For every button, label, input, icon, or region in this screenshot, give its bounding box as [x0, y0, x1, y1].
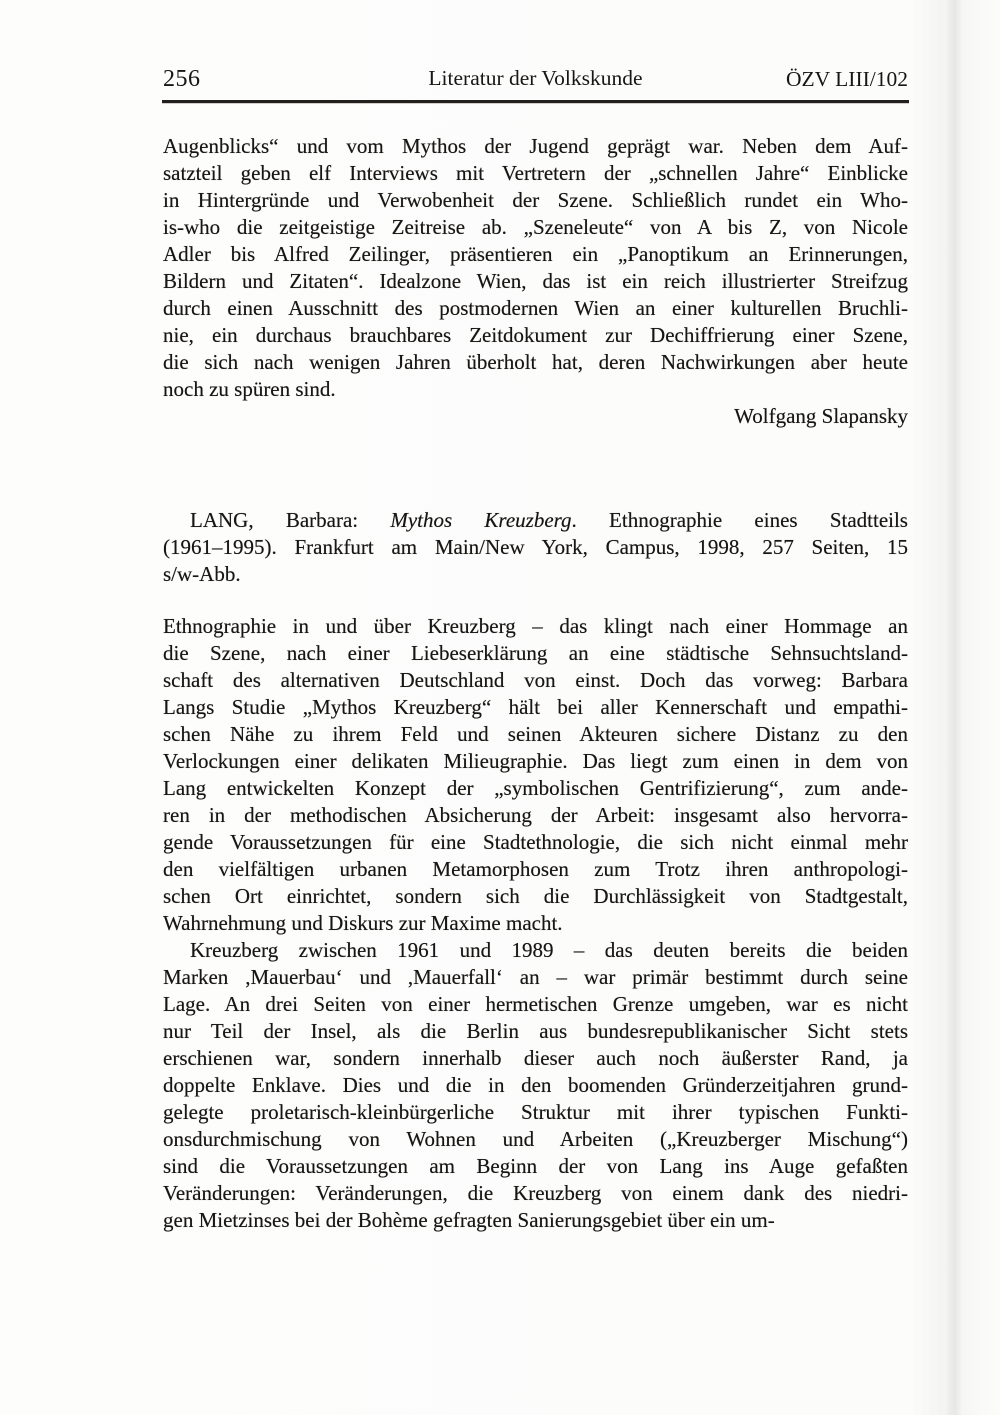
page-number: 256 [163, 66, 201, 92]
review-slapansky-text [163, 133, 908, 403]
page-header [163, 66, 908, 93]
text-line: s/w-Abb. [163, 562, 241, 586]
text-line: Wahrnehmung und Diskurs zur Maxime macht. [163, 911, 563, 935]
text-line: sind die Voraussetzungen am Beginn der von Lang ins Auge gefaßten [163, 1154, 908, 1178]
text-line: erschienen war, sondern innerhalb dieser auch noch äußerster Rand, ja [163, 1046, 908, 1070]
text-line: die sich nach wenigen Jahren überholt hat, deren Nachwirkungen aber heute [163, 350, 908, 374]
text-line: Ethnographie in und über Kreuzberg – das klingt nach einer Hommage an [163, 614, 908, 638]
running-title: Literatur der Volkskunde [428, 66, 643, 90]
text-line: schen Ort einrichtet, sondern sich die Durchlässigkeit von Stadtgestalt, [163, 884, 908, 908]
text-line: Lage. An drei Seiten von einer hermetischen Grenze umgeben, war es nicht [163, 992, 908, 1016]
text-segment: . Ethnographie eines Stadtteils [571, 508, 908, 532]
text-line: die Szene, nach einer Liebeserklärung an eine städtische Sehnsuchtsland- [163, 641, 908, 665]
text-line: nur Teil der Insel, als die Berlin aus bundesrepublikanischer Sicht stets [163, 1019, 908, 1043]
text-line [163, 507, 908, 534]
page-body [163, 133, 908, 1234]
review-lang-paragraph-2 [163, 937, 908, 1234]
text-line: satzteil geben elf Interviews mit Vertretern der „schnellen Jahre“ Einblicke [163, 161, 908, 185]
text-line: gende Voraussetzungen für eine Stadtethnologie, die sich nicht einmal mehr [163, 830, 908, 854]
journal-issue: ÖZV LIII/102 [785, 67, 908, 91]
text-line: Lang entwickelten Konzept der „symbolischen Gentrifizierung“, zum ande- [163, 776, 908, 800]
text-line: Marken ,Mauerbau‘ und ,Mauerfall‘ an – war primär bestimmt durch seine [163, 965, 908, 989]
text-line: in Hintergründe und Verwobenheit der Szene. Schließlich rundet ein Who- [163, 188, 908, 212]
text-line: onsdurchmischung von Wohnen und Arbeiten („Kreuzberger Mischung“) [163, 1127, 908, 1151]
book-citation [163, 507, 908, 588]
text-line: den vielfältigen urbanen Metamorphosen zum Trotz ihren anthropologi- [163, 857, 908, 881]
text-line: Langs Studie „Mythos Kreuzberg“ hält bei aller Kennerschaft und empathi- [163, 695, 908, 719]
text-line: ren in der methodischen Absicherung der Arbeit: insgesamt also hervorra- [163, 803, 908, 827]
text-line: is-who die zeitgeistige Zeitreise ab. „Szeneleute“ von A bis Z, von Nicole [163, 215, 908, 239]
text-line: schen Nähe zu ihrem Feld und seinen Akteuren sichere Distanz zu den [163, 722, 908, 746]
text-line: schaft des alternativen Deutschland von einst. Doch das vorweg: Barbara [163, 668, 908, 692]
text-line: durch einen Ausschnitt des postmodernen Wien an einer kulturellen Bruchli- [163, 296, 908, 320]
review-slapansky-continuation [163, 133, 908, 430]
text-line: Augenblicks“ und vom Mythos der Jugend geprägt war. Neben dem Auf- [163, 134, 908, 158]
text-line: doppelte Enklave. Dies und die in den boomenden Gründerzeitjahren grund- [163, 1073, 908, 1097]
reviewer-signature: Wolfgang Slapansky [734, 404, 908, 428]
text-line: nie, ein durchaus brauchbares Zeitdokument zur Dechiffrierung einer Szene, [163, 323, 908, 347]
header-rule [162, 100, 909, 103]
text-segment: LANG, Barbara: [190, 508, 391, 532]
review-lang-paragraph-1 [163, 613, 908, 937]
text-line: gelegte proletarisch-kleinbürgerliche Struktur mit ihrer typischen Funkti- [163, 1100, 908, 1124]
text-line: gen Mietzinses bei der Bohème gefragten Sanierungsgebiet über ein um- [163, 1208, 775, 1232]
text-line: Kreuzberg zwischen 1961 und 1989 – das deuten bereits die beiden [190, 938, 908, 962]
review-lang-paragraph-2-text [163, 937, 908, 1234]
book-title-italic: Mythos Kreuzberg [390, 508, 572, 532]
text-line: Verlockungen einer delikaten Milieugraphie. Das liegt zum einen in dem von [163, 749, 908, 773]
book-citation-text [163, 507, 908, 588]
scan-edge-shadow [946, 0, 962, 1415]
review-lang-paragraph-1-text [163, 613, 908, 937]
text-line: Adler bis Alfred Zeilinger, präsentieren ein „Panoptikum an Erinnerungen, [163, 242, 908, 266]
text-line: (1961–1995). Frankfurt am Main/New York, Campus, 1998, 257 Seiten, 15 [163, 535, 908, 559]
text-line: Bildern und Zitaten“. Idealzone Wien, das ist ein reich illustrierter Streifzug [163, 269, 908, 293]
text-line: noch zu spüren sind. [163, 377, 336, 401]
text-line: Veränderungen: Veränderungen, die Kreuzberg von einem dank des niedri- [163, 1181, 908, 1205]
